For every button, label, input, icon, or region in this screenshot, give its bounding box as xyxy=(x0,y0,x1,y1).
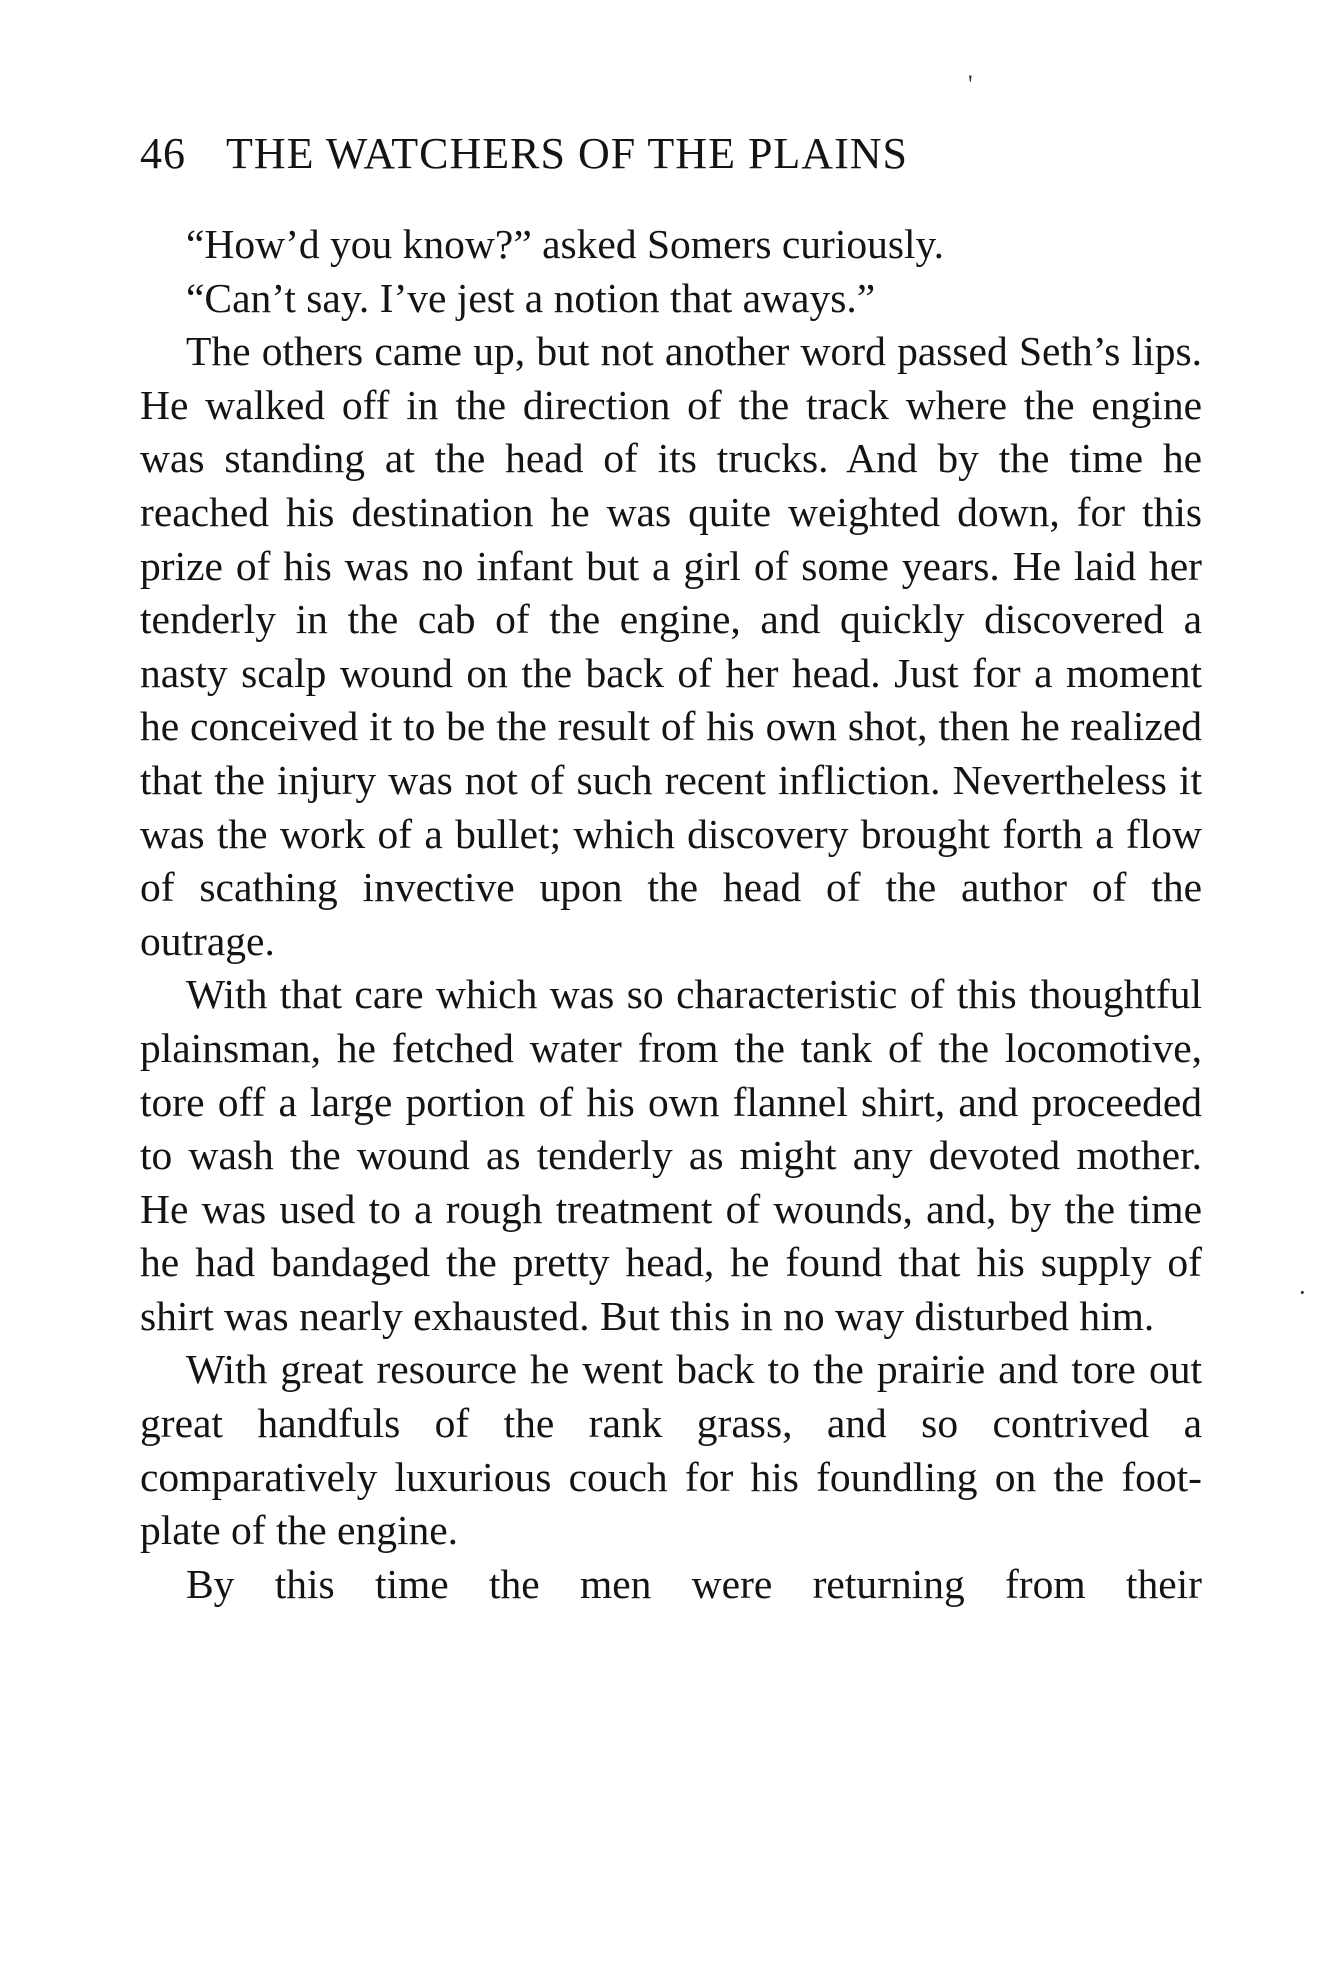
paragraph-men-returning: By this time the men were returning from their xyxy=(186,1560,1202,1607)
running-header xyxy=(140,128,1200,179)
page-body xyxy=(140,218,1202,1611)
page-number: 46 xyxy=(140,129,186,178)
running-title: THE WATCHERS OF THE PLAINS xyxy=(226,129,908,178)
scan-speck: · xyxy=(1298,1278,1307,1307)
paragraph-prairie-couch: With great resource he went back to the prairie and tore out great handfuls of the rank grass, and so contrived a comparatively luxurious couch for his foundling on the foot-plate of the engine. xyxy=(140,1346,1202,1554)
paragraph-dialogue-1: “How’d you know?” asked Somers curiously. xyxy=(186,221,944,267)
scan-speck: ' xyxy=(968,70,973,99)
paragraph-dialogue-2: “Can’t say. I’ve jest a notion that aways.” xyxy=(186,274,876,321)
paragraph-seth-walks-off: The others came up, but not another word passed Seth’s lips. He walked off in the direction of the track where the engine was standing at the head of its trucks. And by the time he reached his destination he was quite weighted down, for this prize of his was no infant but a girl of some years. He laid her tenderly in the cab of the engine, and quickly discovered a nasty scalp wound on the back of her head. Just for a moment he conceived it to be the result of his own shot, then he realized that the injury was not of such recent infliction. Nevertheless it was the work of a bullet; which discovery brought forth a flow of scathing invective upon the head of the author of the outrage. xyxy=(140,328,1202,964)
paragraph-washes-wound: With that care which was so characteristic of this thoughtful plainsman, he fetched water from the tank of the locomotive, tore off a large portion of his own flannel shirt, and proceeded to wash the wound as tenderly as might any devoted mother. He was used to a rough treatment of wounds, and, by the time he had bandaged the pretty head, he found that his supply of shirt was nearly exhausted. But this in no way disturbed him. xyxy=(140,971,1202,1339)
